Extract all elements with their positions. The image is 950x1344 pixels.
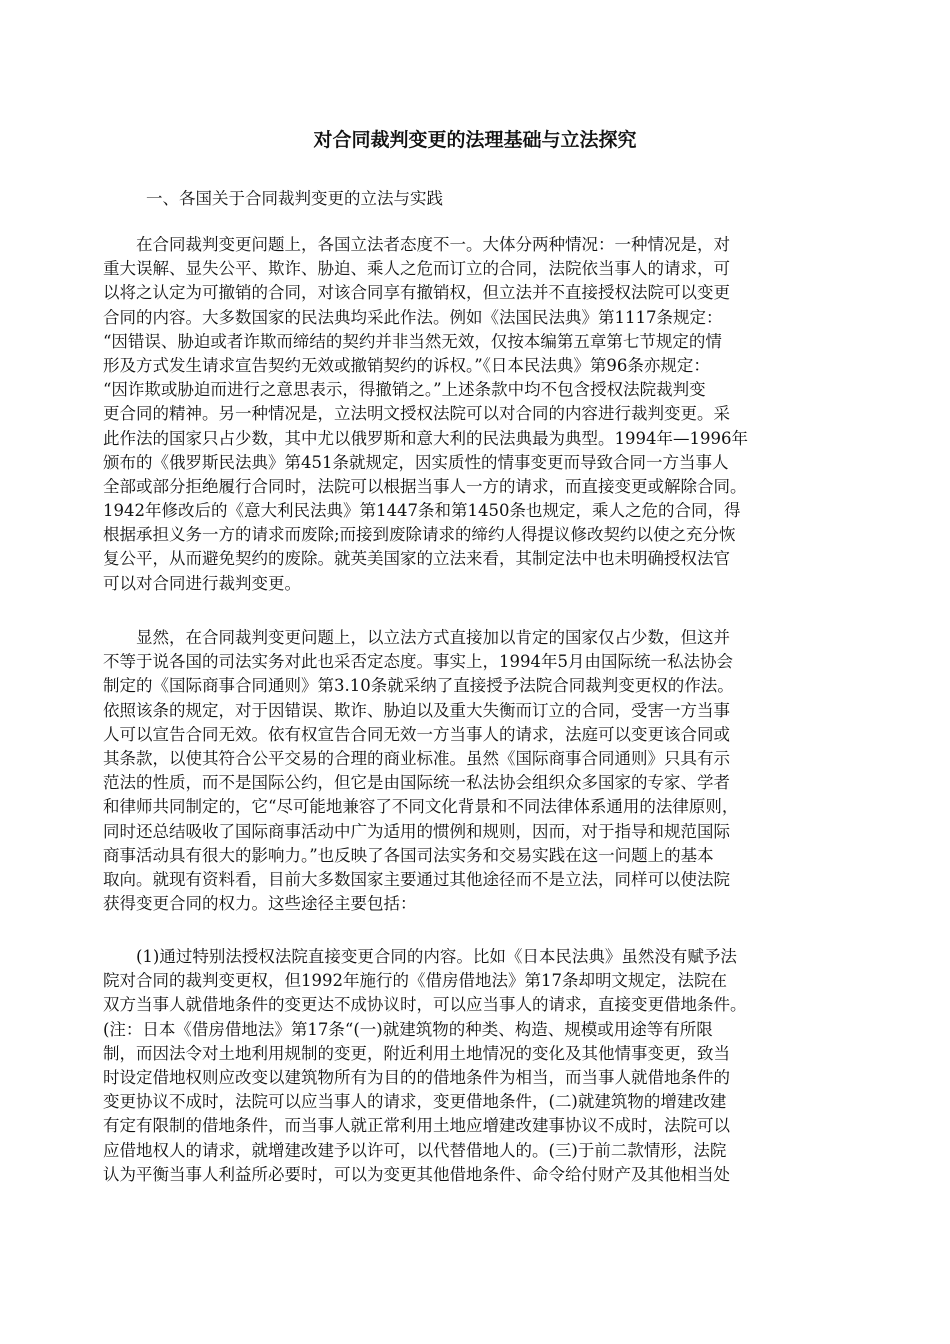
paragraph-line: 应借地权人的请求，就增建改建予以许可，以代替借地人的。(三)于前二款情形，法院: [103, 1140, 727, 1160]
paragraph-line: 有定有限制的借地条件，而当事人就正常利用土地应增建改建事协议不成时，法院可以: [103, 1116, 730, 1136]
paragraph-line: 制，而因法令对土地利用规制的变更，附近利用土地情况的变化及其他情事变更，致当: [103, 1043, 730, 1063]
paragraph-line: 可以对合同进行裁判变更。: [103, 573, 301, 593]
paragraph-line: 同时还总结吸收了国际商事活动中广为适用的惯例和规则，因而，对于指导和规范国际: [103, 821, 730, 841]
paragraph-line: 全部或部分拒绝履行合同时，法院可以根据当事人一方的请求，而直接变更或解除合同。: [103, 476, 747, 496]
paragraph-line: “因错误、胁迫或者诈欺而缔结的契约并非当然无效，仅按本编第五章第七节规定的情: [103, 331, 722, 351]
paragraph-line: 根据承担义务一方的请求而废除;而接到废除请求的缔约人得提议修改契约以使之充分恢: [103, 525, 736, 545]
paragraph-line: 以将之认定为可撤销的合同，对该合同享有撤销权，但立法并不直接授权法院可以变更: [103, 283, 730, 303]
paragraph-line: 更合同的精神。另一种情况是，立法明文授权法院可以对合同的内容进行裁判变更。采: [103, 404, 730, 424]
paragraph-line: 商事活动具有很大的影响力。”也反映了各国司法实务和交易实践在这一问题上的基本: [103, 845, 714, 865]
paragraph-line: 院对合同的裁判变更权，但1992年施行的《借房借地法》第17条却明文规定，法院在: [103, 971, 727, 991]
paragraph-line: 双方当事人就借地条件的变更达不成协议时，可以应当事人的请求，直接变更借地条件。: [103, 995, 747, 1015]
paragraph-line: 人可以宣告合同无效。依有权宣告合同无效一方当事人的请求，法庭可以变更该合同或: [103, 724, 730, 744]
document-title: 对合同裁判变更的法理基础与立法探究: [313, 129, 637, 151]
section-heading: 一、各国关于合同裁判变更的立法与实践: [146, 189, 443, 208]
paragraph-line: 取向。就现有资料看，目前大多数国家主要通过其他途径而不是立法，同样可以使法院: [103, 869, 730, 889]
paragraph-line: 不等于说各国的司法实务对此也采否定态度。事实上，1994年5月由国际统一私法协会: [103, 652, 733, 672]
paragraph-line: 和律师共同制定的，它“尽可能地兼容了不同文化背景和不同法律体系通用的法律原则，: [103, 797, 739, 817]
paragraph-line: 认为平衡当事人利益所必要时，可以为变更其他借地条件、命令给付财产及其他相当处: [103, 1164, 730, 1184]
paragraph-line: 合同的内容。大多数国家的民法典均采此作法。例如《法国民法典》第1117条规定：: [103, 307, 723, 327]
paragraph-line: “因诈欺或胁迫而进行之意思表示，得撤销之。”上述条款中均不包含授权法院裁判变: [103, 380, 706, 400]
paragraph-line: 范法的性质，而不是国际公约，但它是由国际统一私法协会组织众多国家的专家、学者: [103, 773, 730, 793]
paragraph-3: [103, 945, 747, 1187]
paragraph-line: 获得变更合同的权力。这些途径主要包括：: [103, 894, 417, 914]
paragraph-line: 重大误解、显失公平、欺诈、胁迫、乘人之危而订立的合同，法院依当事人的请求，可: [103, 259, 730, 279]
paragraph-line: 复公平，从而避免契约的废除。就英美国家的立法来看，其制定法中也未明确授权法官: [103, 549, 730, 569]
paragraph-line: (注：日本《借房借地法》第17条“(一)就建筑物的种类、构造、规模或用途等有所限: [103, 1019, 713, 1039]
paragraph-line: 变更协议不成时，法院可以应当事人的请求，变更借地条件，(二)就建筑物的增建改建: [103, 1092, 727, 1112]
paragraph-line: (1)通过特别法授权法院直接变更合同的内容。比如《日本民法典》虽然没有赋予法: [103, 947, 737, 966]
paragraph-line: 制定的《国际商事合同通则》第3.10条就采纳了直接授予法院合同裁判变更权的作法。: [103, 676, 734, 696]
paragraph-line: 其条款，以使其符合公平交易的合理的商业标准。虽然《国际商事合同通则》只具有示: [103, 748, 730, 768]
paragraph-line: 此作法的国家只占少数，其中尤以俄罗斯和意大利的民法典最为典型。1994年—1996年: [103, 428, 748, 448]
paragraph-line: 颁布的《俄罗斯民法典》第451条就规定，因实质性的情事变更而导致合同一方当事人: [103, 452, 729, 472]
paragraph-line: 时设定借地权则应改变以建筑物所有为目的的借地条件为相当，而当事人就借地条件的: [103, 1067, 730, 1087]
paragraph-line: 依照该条的规定，对于因错误、欺诈、胁迫以及重大失衡而订立的合同，受害一方当事: [103, 700, 730, 720]
paragraph-line: 显然，在合同裁判变更问题上，以立法方式直接加以肯定的国家仅占少数，但这并: [103, 628, 730, 647]
paragraph-line: 在合同裁判变更问题上，各国立法者态度不一。大体分两种情况：一种情况是，对: [103, 235, 730, 254]
paragraph-line: 形及方式发生请求宣告契约无效或撤销契约的诉权。”《日本民法典》第96条亦规定：: [103, 355, 710, 375]
paragraph-line: 1942年修改后的《意大利民法典》第1447条和第1450条也规定，乘人之危的合同，得: [103, 501, 741, 521]
paragraph-1: [103, 233, 748, 596]
paragraph-2: [103, 626, 738, 916]
